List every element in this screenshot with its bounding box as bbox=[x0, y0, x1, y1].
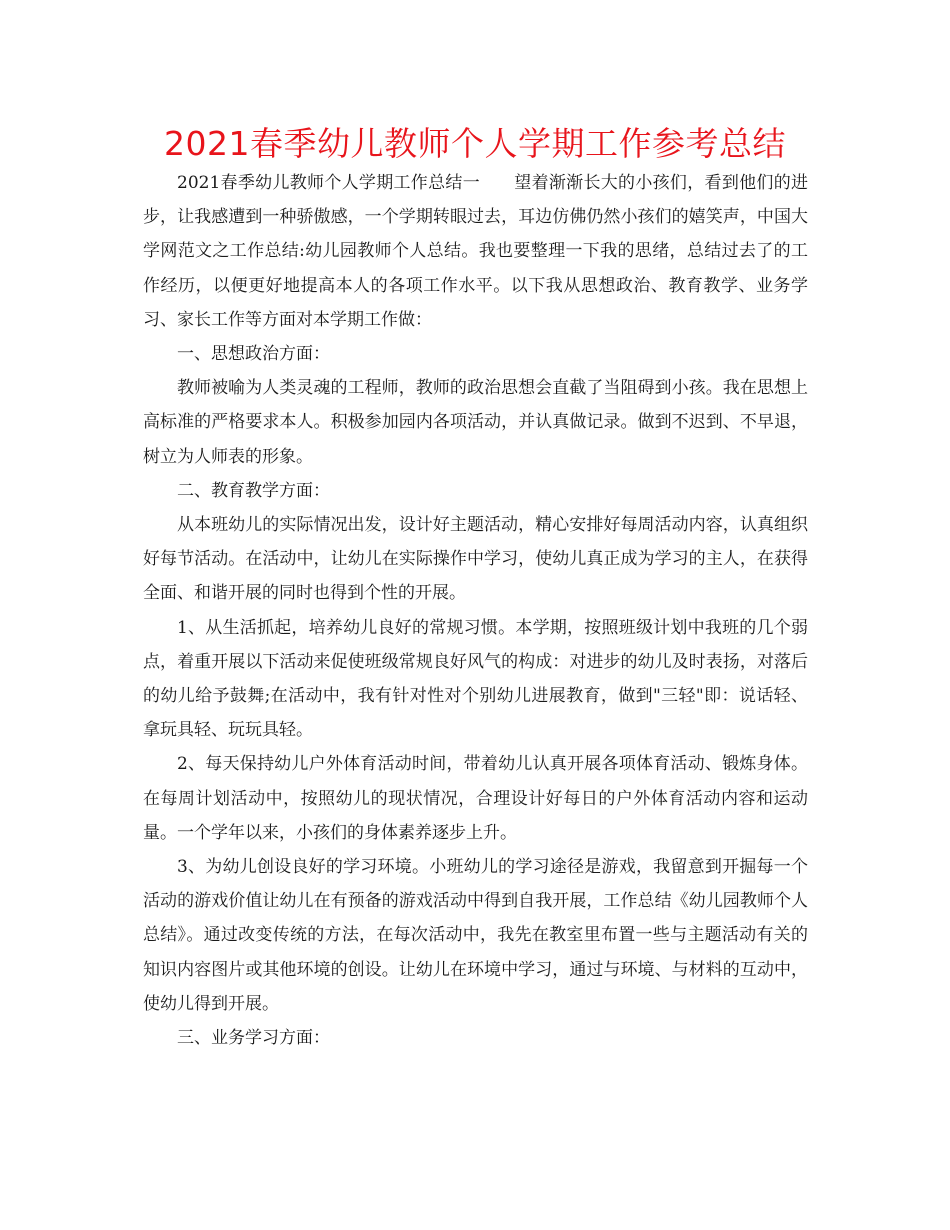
heading-teaching: 二、教育教学方面： bbox=[177, 480, 330, 501]
paragraph-intro bbox=[143, 166, 808, 337]
paragraph-item-1: 1、从生活抓起，培养幼儿良好的常规习惯。本学期，按照班级计划中我班的几个弱点，着重开展以下活动来促使班级常规良好风气的构成：对进步的幼儿及时表扬，对落后的幼儿给予鼓舞;在活动中，我有针对性对个别幼儿进展教育，做到"三轻"即：说话轻、拿玩具轻、玩玩具轻。 bbox=[143, 617, 808, 741]
heading-study: 三、业务学习方面： bbox=[177, 1028, 330, 1049]
paragraph-item-2: 2、每天保持幼儿户外体育活动时间，带着幼儿认真开展各项体育活动、锻炼身体。在每周计划活动中，按照幼儿的现状情况，合理设计好每日的户外体育活动内容和运动量。一个学年以来，小孩们的身体素养逐步上升。 bbox=[143, 754, 808, 843]
document-title: 2021春季幼儿教师个人学期工作参考总结 bbox=[164, 124, 786, 163]
intro-rest: 望着渐渐长大的小孩们，看到他们的进步，让我感遭到一种骄傲感，一个学期转眼过去，耳边仿佛仍然小孩们的嬉笑声，中国大学网范文之工作总结:幼儿园教师个人总结。我也要整理一下我的思绪，总结过去了的工作经历，以便更好地提高本人的各项工作水平。以下我从思想政治、教育教学、业务学习、家长工作等方面对本学期工作做： bbox=[143, 173, 808, 330]
intro-lead: 2021春季幼儿教师个人学期工作总结一 bbox=[177, 173, 480, 193]
paragraph-teaching: 从本班幼儿的实际情况出发，设计好主题活动，精心安排好每周活动内容，认真组织好每节活动。在活动中，让幼儿在实际操作中学习，使幼儿真正成为学习的主人，在获得全面、和谐开展的同时也得到个性的开展。 bbox=[143, 515, 808, 604]
paragraph-political: 教师被喻为人类灵魂的工程师，教师的政治思想会直截了当阻碍到小孩。我在思想上高标准的严格要求本人。积极参加园内各项活动，并认真做记录。做到不迟到、不早退，树立为人师表的形象。 bbox=[143, 378, 808, 467]
heading-political: 一、思想政治方面： bbox=[177, 344, 330, 365]
document-body bbox=[143, 166, 808, 1055]
paragraph-item-3: 3、为幼儿创设良好的学习环境。小班幼儿的学习途径是游戏，我留意到开掘每一个活动的游戏价值让幼儿在有预备的游戏活动中得到自我开展，工作总结《幼儿园教师个人总结》。通过改变传统的方法，在每次活动中，我先在教室里布置一些与主题活动有关的知识内容图片或其他环境的创设。让幼儿在环境中学习，通过与环境、与材料的互动中，使幼儿得到开展。 bbox=[143, 857, 808, 1014]
